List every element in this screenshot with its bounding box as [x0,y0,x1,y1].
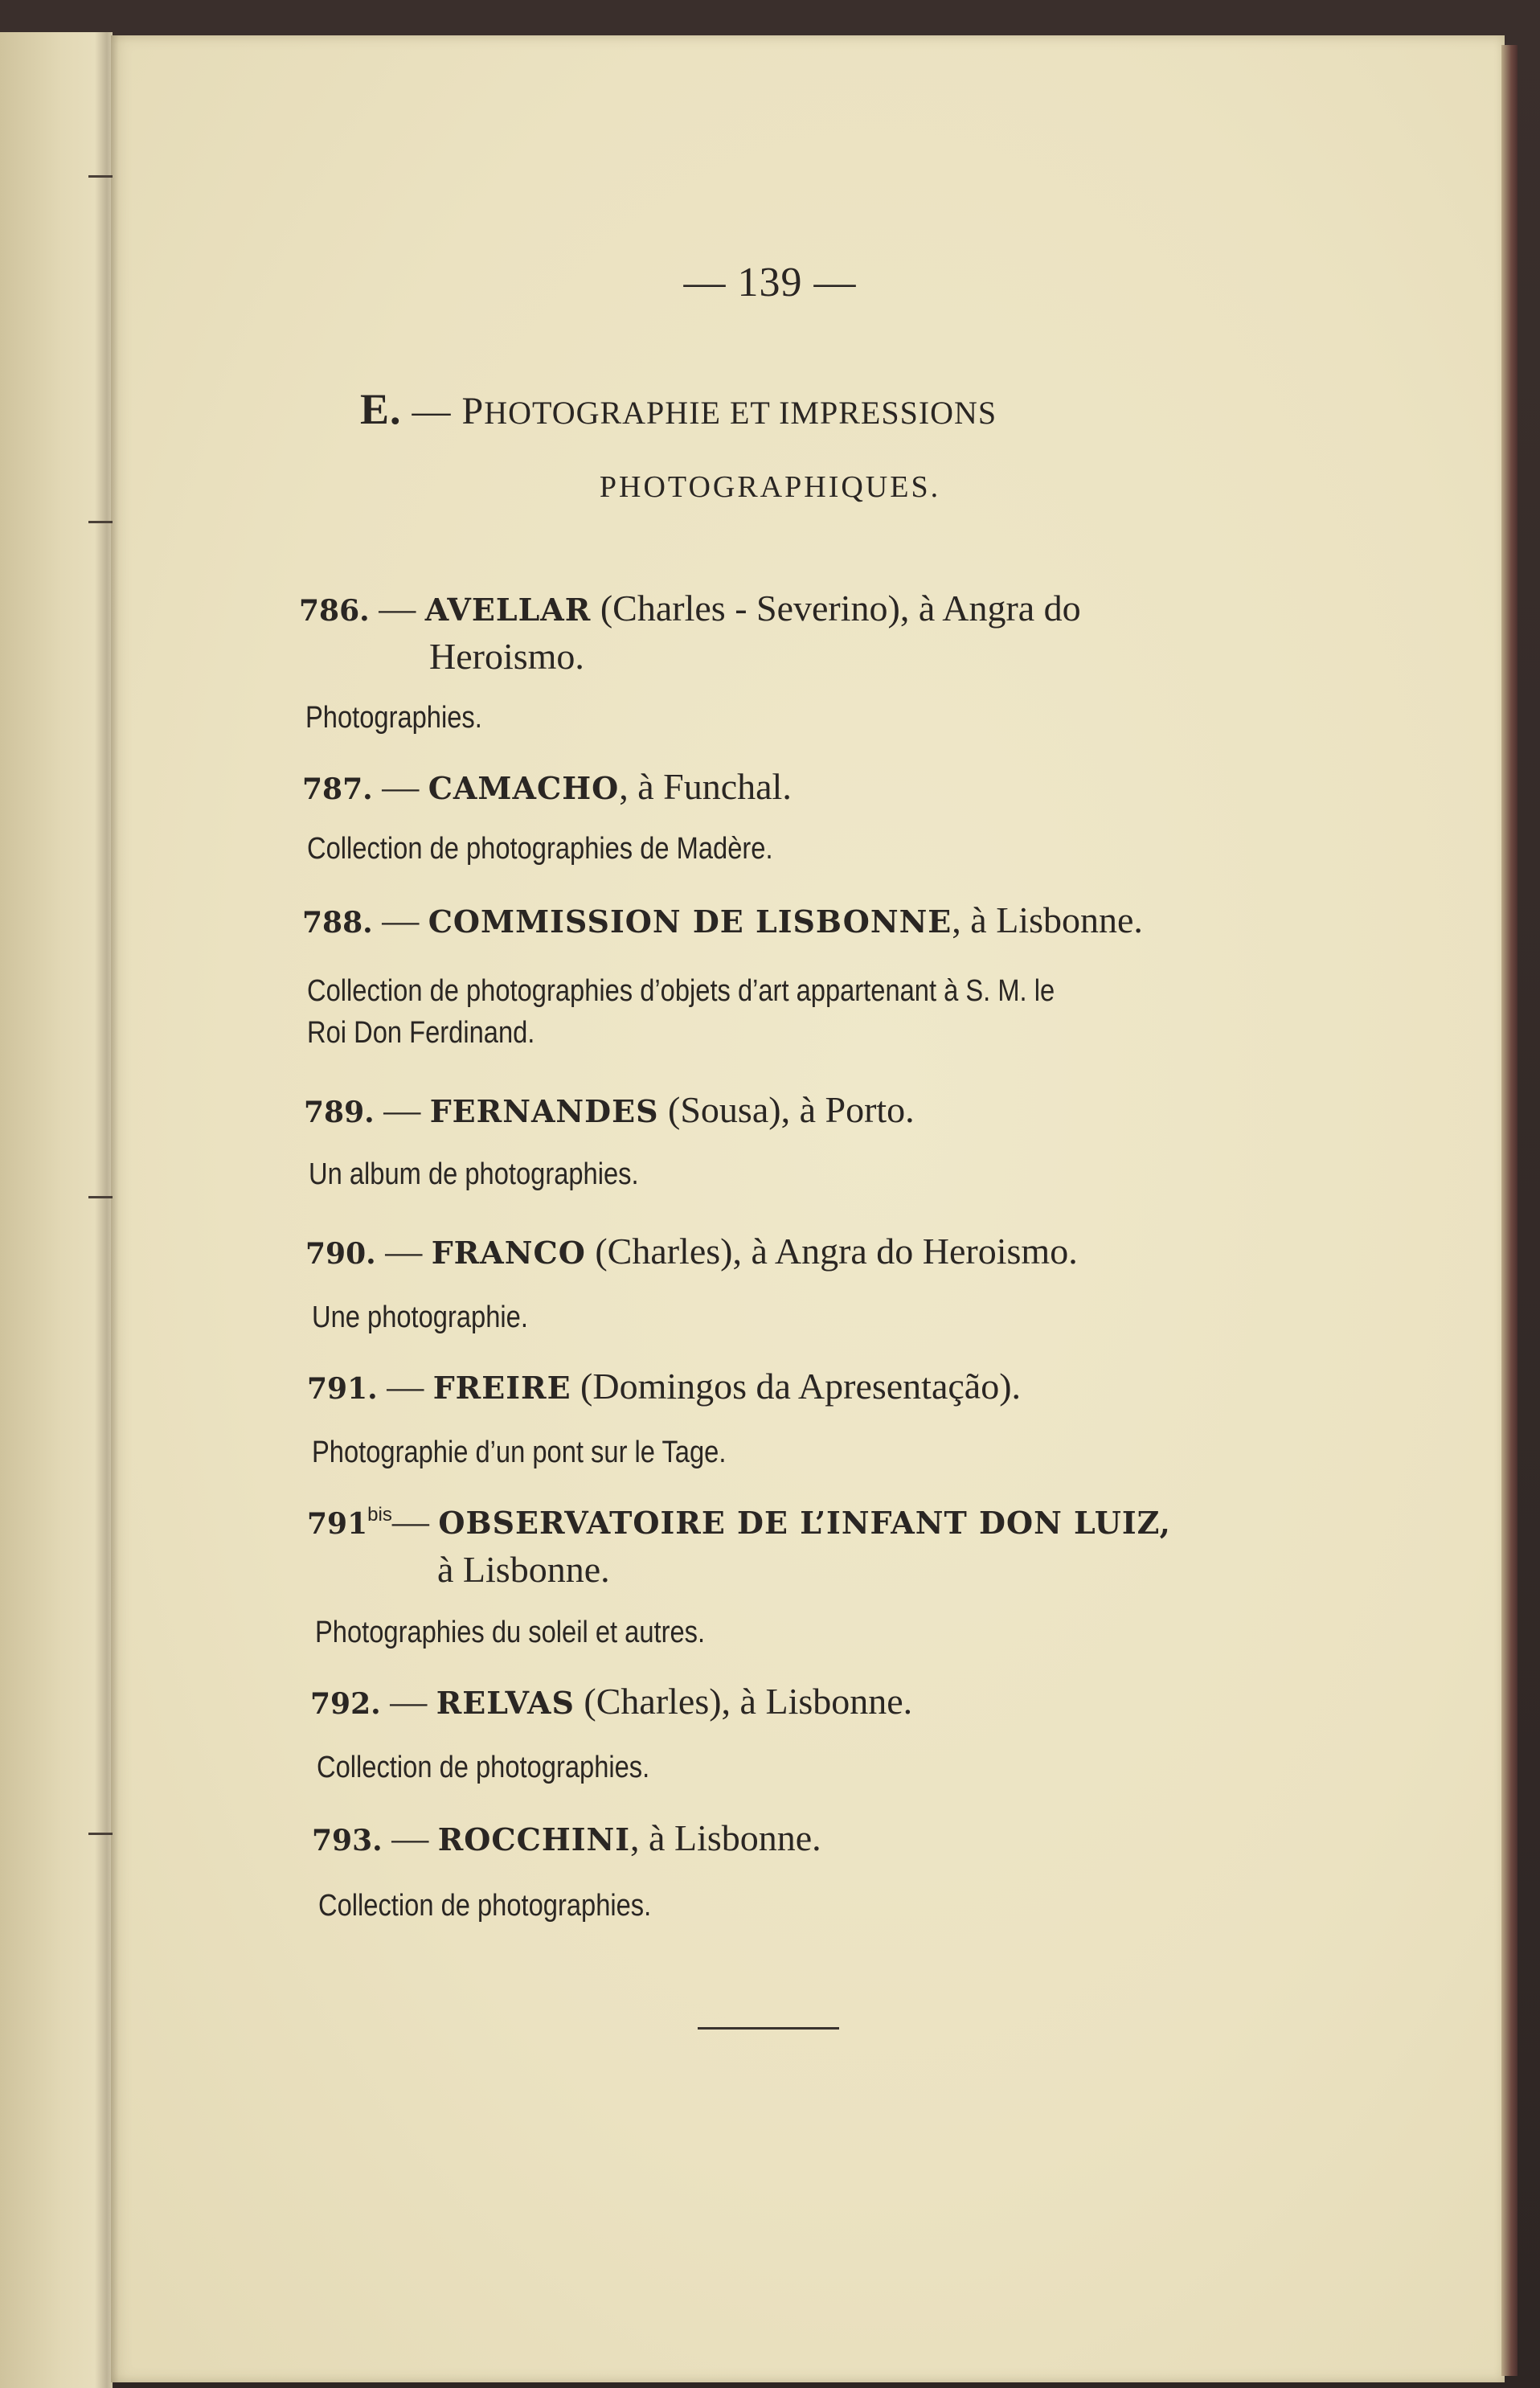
section-dash: — [401,390,462,432]
section-subtitle: PHOTOGRAPHIQUES. [599,470,941,504]
entry-details: (Charles), à Lisbonne. [574,1681,913,1722]
entry-793 [312,1817,821,1859]
entry-name: AVELLAR [424,592,592,628]
section-title [360,384,997,434]
entry-description: Photographies. [305,701,482,735]
entry-786 [299,587,1081,629]
entry-details: (Domingos da Apresentação). [571,1366,1022,1407]
entry-dash: — [382,1817,438,1858]
entry-dash: — [372,766,428,807]
entry-description: Un album de photographies. [309,1157,639,1191]
entry-number: 791. [307,1372,378,1406]
entry-description: Photographies du soleil et autres. [315,1616,706,1649]
entry-number: 786. [299,594,370,628]
entry-name: RELVAS [436,1685,575,1721]
entry-number: 790. [305,1237,376,1271]
section-title-rest: HOTOGRAPHIE ET IMPRESSIONS [484,395,997,431]
entry-number: 788. [302,906,373,940]
entry-dash: — [369,588,425,629]
entry-details: (Charles), à Angra do Heroismo. [585,1231,1078,1272]
entry-791-bis [307,1500,1171,1542]
section-letter: E. [360,385,402,433]
closing-rule [698,2027,839,2030]
entry-description: Collection de photographies d’objets d’art appartenant à S. M. le [307,974,1055,1008]
entry-dash: — [375,1231,432,1272]
entry-details: , à Lisbonne. [952,899,1143,940]
entry-description: Collection de photographies. [318,1889,652,1923]
entry-description: Photographie d’un pont sur le Tage. [312,1436,727,1469]
entry-791 [307,1365,1021,1407]
entry-name: FRANCO [431,1235,586,1271]
entry-description: Une photographie. [312,1300,528,1334]
entry-792 [310,1680,912,1722]
entry-name: ROCCHINI [437,1821,631,1858]
entry-name: FERNANDES [429,1093,659,1129]
entry-name: COMMISSION DE LISBONNE [428,903,952,940]
entry-continuation: à Lisbonne. [437,1549,610,1590]
entry-dash: — [391,1501,439,1542]
entry-details: (Sousa), à Porto. [658,1089,915,1130]
entry-dash: — [377,1366,433,1407]
entry-name: OBSERVATOIRE DE L’INFANT DON LUIZ, [438,1505,1171,1541]
entry-number-suffix: bis [367,1504,392,1526]
entry-details: , à Funchal. [619,766,792,807]
entry-number: 787. [302,772,373,806]
entry-number-main: 791 [307,1507,368,1541]
entry-description: Collection de photographies de Madère. [307,832,773,866]
entry-continuation: Heroismo. [429,636,584,677]
entry-number: 789. [304,1096,375,1129]
entry-788 [302,899,1143,941]
entry-790 [305,1230,1078,1272]
entry-dash: — [380,1681,436,1722]
entry-name: FREIRE [432,1370,571,1406]
entry-details: , à Lisbonne. [630,1817,821,1858]
entry-number: 793. [312,1824,383,1858]
entry-details: (Charles - Severino), à Angra do [591,588,1081,629]
entry-number: 792. [310,1687,381,1721]
entry-789 [304,1088,915,1131]
section-title-initial: P [461,390,485,432]
entry-number [307,1504,392,1541]
entry-description-continuation: Roi Don Ferdinand. [307,1016,535,1050]
entry-dash: — [372,899,428,940]
entry-dash: — [374,1089,430,1130]
entry-name: CAMACHO [428,770,620,806]
page-number: — 139 — [683,260,857,305]
entry-787 [302,765,792,808]
entry-description: Collection de photographies. [317,1751,650,1784]
